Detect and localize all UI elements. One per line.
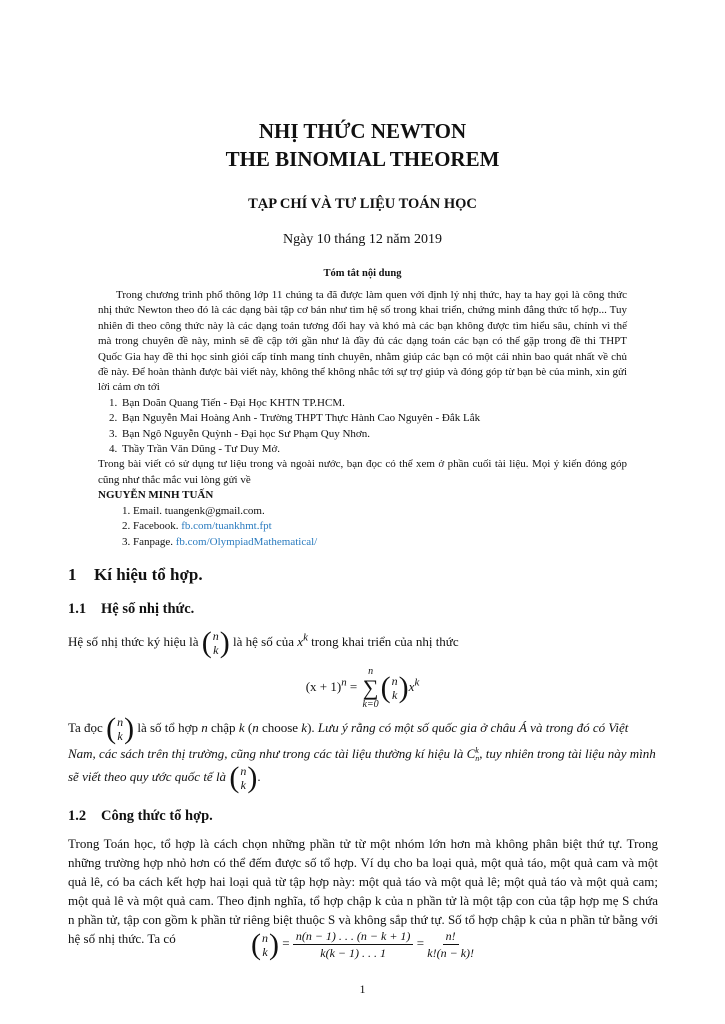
page-number: 1 [359, 982, 366, 996]
equals-sign: = [346, 678, 361, 694]
section-number: 1 [68, 565, 77, 584]
abstract-heading: Tóm tắt nội dung [323, 268, 402, 279]
binom-bottom: k [117, 729, 123, 743]
binomial-symbol: ( n k ) [250, 927, 279, 961]
abstract-paragraph-2: Trong bài viết có sử dụng tư liệu trong và ngoài nước, bạn đọc có thể xem ở phần cuối tài liệu. Mọi ý kiến đóng góp cũng như thắc mắc vui lòng gửi về [98, 458, 627, 486]
binom-top: n [212, 629, 219, 643]
text: Hệ số nhị thức ký hiệu là [68, 633, 202, 649]
text: trong khai triển của nhị thức [307, 633, 459, 649]
subsection-heading-1-2 [68, 808, 213, 825]
C-upper: k [475, 746, 479, 756]
section-heading [68, 565, 203, 585]
journal-name: TẠP CHÍ VÀ TƯ LIỆU TOÁN HỌC [248, 196, 477, 212]
fanpage-link[interactable]: fb.com/OlympiadMathematical/ [175, 535, 318, 548]
binom-top: n [240, 764, 247, 779]
var-k: k [238, 719, 245, 735]
text: chập [207, 719, 239, 735]
binomial-symbol: ( n k ) [380, 671, 409, 704]
equals-sign: = [413, 935, 428, 951]
binomial-symbol: ( n k ) [229, 761, 258, 795]
binom-top: n [117, 715, 124, 729]
text: Ta đọc [68, 719, 107, 735]
var-n: n [252, 719, 259, 735]
facebook-label: 2. Facebook. [122, 520, 182, 533]
text: ( [244, 719, 253, 735]
eq-lhs: (x + 1) [305, 678, 342, 694]
sum-upper: n [368, 666, 374, 677]
fraction-factorial [427, 928, 474, 961]
binom-bottom: k [392, 688, 398, 702]
var-x: x [297, 633, 304, 649]
text: ). [307, 719, 315, 735]
list-item: 4. Thầy Trần Văn Dũng - Tư Duy Mở. [120, 442, 627, 457]
section-title: Kí hiệu tổ hợp. [94, 565, 203, 584]
list-item: 2. Bạn Nguyễn Mai Hoàng Anh - Trường THPT Thực Hành Cao Nguyên - Đắk Lắk [120, 411, 627, 426]
var-n: n [201, 719, 208, 735]
fraction-numerator: n(n − 1) . . . (n − k + 1) [293, 928, 414, 945]
note-text: Lưu ý rằng có một số quốc gia ở châu Á và trong đó có Việt Nam, các sách trên thị trường, cũng như trong các tài liệu thường kí hiệu là [68, 719, 629, 761]
binomial-symbol: ( n k ) [106, 712, 135, 745]
paragraph-combinations: Trong Toán học, tổ hợp là cách chọn những phần tử từ một nhóm lớn hơn mà không phân biệt thứ tự. Trong những trường hợp nhỏ hơn có thể đếm được số tổ hợp. Ví dụ cho ba loại quả, một quả táo, một quả cam và một quả lê, có ba cách kết hợp hai loại quả từ tập hợp này: một quả táo và một quả lê; một quả táo và một quả cam; một quả lê và một quả cam. Theo định nghĩa, tổ hợp chập k của n phần tử là một tập con của tập hợp mẹ S chứa n phần tử, tập con gồm k phần tử riêng biệt thuộc S và không sắp thứ tự. Số tổ hợp chập k của n phần tử bằng với hệ số nhị thức. Ta có [68, 836, 658, 946]
title-english: THE BINOMIAL THEOREM [225, 147, 500, 171]
binomial-symbol: ( n k ) [201, 626, 230, 659]
sum-lower: k=0 [362, 699, 379, 710]
contact-facebook [98, 519, 627, 534]
binom-top: n [261, 930, 268, 945]
exponent: k [303, 631, 308, 644]
eq-exponent: n [341, 676, 347, 689]
list-item: 3. Bạn Ngô Nguyễn Quỳnh - Đại học Sư Phạm Quy Nhơn. [120, 427, 627, 442]
note-text: , tuy nhiên trong tài liệu này mình sẽ viết theo quy ước quốc tế là [68, 746, 656, 784]
subsection-title: Công thức tổ hợp. [101, 808, 213, 824]
equals-sign: = [278, 935, 293, 951]
C-lower: n [475, 754, 480, 764]
var-C: C [466, 746, 476, 761]
fraction-denominator: k(k − 1) . . . 1 [320, 946, 386, 960]
author-name: NGUYỄN MINH TUẤN [98, 489, 214, 502]
contributors-list [98, 396, 627, 458]
fraction-product [293, 928, 414, 961]
paragraph-notation [68, 714, 658, 793]
var-x: x [408, 678, 415, 694]
summation [362, 666, 378, 710]
text: . [257, 769, 261, 784]
abstract [98, 288, 627, 550]
paragraph-binomial-coefficient [68, 628, 658, 658]
sigma-icon: ∑ [362, 675, 379, 700]
text: là hệ số của [229, 633, 298, 649]
subsection-number: 1.2 [68, 808, 87, 824]
text: choose [258, 719, 302, 735]
binom-top: n [391, 674, 398, 688]
publication-date: Ngày 10 tháng 12 năm 2019 [282, 232, 443, 247]
facebook-link[interactable]: fb.com/tuankhmt.fpt [181, 520, 272, 533]
contact-email: 1. Email. tuangenk@gmail.com. [122, 504, 265, 517]
list-item: 1. Bạn Doãn Quang Tiến - Đại Học KHTN TP.HCM. [120, 396, 627, 411]
title-vietnamese: NHỊ THỨC NEWTON [258, 119, 467, 143]
text: là số tổ hợp [134, 719, 202, 735]
fanpage-label: 3. Fanpage. [122, 535, 176, 548]
subsection-title: Hệ số nhị thức. [101, 601, 195, 617]
subsection-number: 1.1 [68, 601, 87, 617]
exponent: k [414, 676, 420, 689]
var-k: k [301, 719, 308, 735]
binom-bottom: k [262, 944, 268, 959]
contact-fanpage [98, 535, 627, 550]
abstract-paragraph: Trong chương trình phổ thông lớp 11 chúng ta đã được làm quen với định lý nhị thức, hay ta hay gọi là công thức nhị thức Newton theo đó là các dạng bài tập cơ bản như tìm hệ số trong khai triển, chứng minh đẳng thức tổ hợp... Tuy nhiên đi theo công thức này là các dạng toán tương đối hay và khó mà các bạn không được tìm hiểu sâu, chính vì thế mà trong chuyên đề này, mình sẽ đề cập tới gần như là đầy đủ các dạng toán các bạn có thể gặp trong đề thi THPT Quốc Gia hay đề thi học sinh giỏi cấp tỉnh mang tính chuyên, nhằm giúp các bạn có một cái nhìn bao quát nhất về chủ đề này. Để hoàn thành được bài viết này, không thể không nhắc tới sự trợ giúp và đóng góp từ bạn bè của mình, xin gửi lời cảm ơn tới [98, 289, 627, 394]
binom-bottom: k [240, 778, 246, 793]
equation-binomial-expansion [0, 666, 725, 710]
binom-bottom: k [213, 643, 219, 657]
fraction-denominator: k!(n − k)! [427, 946, 475, 960]
fraction-numerator: n! [443, 928, 459, 945]
subsection-heading-1-1 [68, 601, 194, 618]
equation-combination-formula [0, 928, 725, 961]
